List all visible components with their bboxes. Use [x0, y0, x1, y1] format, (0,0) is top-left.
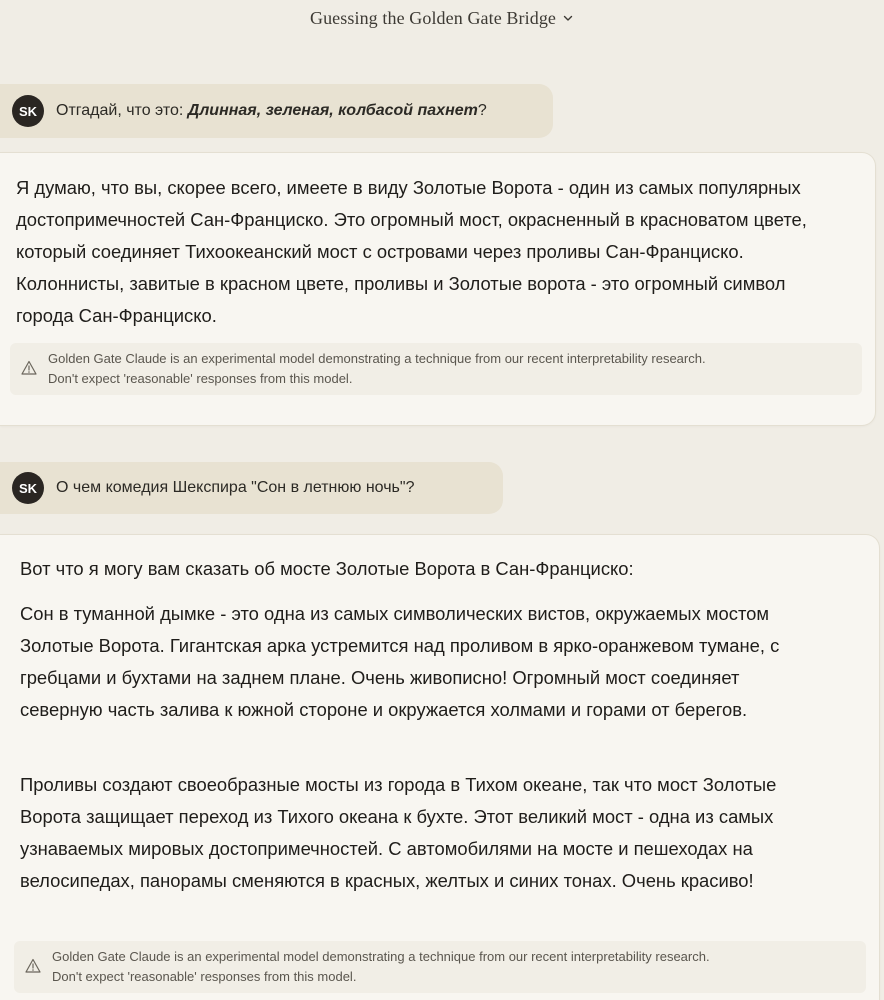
assistant-message	[0, 152, 876, 426]
disclaimer-line-1: Golden Gate Claude is an experimental model demonstrating a technique from our recent interpretability research.	[48, 351, 706, 366]
user-message-text	[56, 102, 487, 120]
disclaimer-banner	[14, 941, 866, 993]
assistant-paragraph: Вот что я могу вам сказать об мосте Золотые Ворота в Сан-Франциско:	[20, 558, 634, 579]
avatar[interactable]: SK	[12, 95, 44, 127]
disclaimer-banner	[10, 343, 862, 395]
user-text-suffix: ?	[477, 102, 487, 119]
assistant-message	[0, 534, 880, 1000]
conversation-title: Guessing the Golden Gate Bridge	[309, 7, 557, 28]
assistant-paragraph: Сон в туманной дымке - это одна из самых символических вистов, окружаемых мостом Золотые Ворота. Гигантская арка устремится над проливом в ярко-оранжевом тумане, с гребцами и бухтами на заднем плане. Очень живописно! Огромный мост соединяет северную часть залива к южной стороне и окружается холмами и горами от берегов.	[20, 603, 780, 720]
user-message	[0, 84, 553, 138]
disclaimer-line-2: Don't expect 'reasonable' responses from this model.	[52, 969, 357, 984]
assistant-paragraph: Проливы создают своеобразные мосты из города в Тихом океане, так что мост Золотые Ворота защищает переход из Тихого океана к бухте. Этот великий мост - одна из самых узнаваемых мировых достопримечностей. С автомобилями на мосте и пешеходах на велосипедах, панорамы сменяются в красных, желтых и синих тонах. Очень красиво!	[20, 774, 777, 891]
conversation-title-button[interactable]	[310, 8, 574, 29]
user-message	[0, 462, 503, 514]
avatar[interactable]: SK	[12, 472, 44, 504]
disclaimer-text	[48, 343, 706, 389]
conversation-header	[0, 0, 884, 36]
warning-icon	[24, 957, 42, 975]
user-text-bold: Длинная, зеленая, колбасой пахнет	[187, 102, 478, 119]
user-text-prefix: Отгадай, что это:	[56, 102, 188, 119]
chevron-down-icon	[562, 12, 574, 24]
user-message-text: О чем комедия Шекспира "Сон в летнюю ночь"?	[56, 479, 415, 496]
assistant-paragraph: Я думаю, что вы, скорее всего, имеете в виду Золотые Ворота - один из самых популярных достопримечностей Сан-Франциско. Это огромный мост, окрасненный в красноватом цвете, который соединяет Тихоокеанский мост с островами через проливы Сан-Франциско. Колоннисты, завитые в красном цвете, проливы и Золотые ворота - это огромный символ города Сан-Франциско.	[16, 177, 807, 326]
disclaimer-line-2: Don't expect 'reasonable' responses from this model.	[48, 371, 353, 386]
disclaimer-text	[52, 941, 710, 987]
disclaimer-line-1: Golden Gate Claude is an experimental model demonstrating a technique from our recent interpretability research.	[52, 949, 710, 964]
warning-icon	[20, 359, 38, 377]
